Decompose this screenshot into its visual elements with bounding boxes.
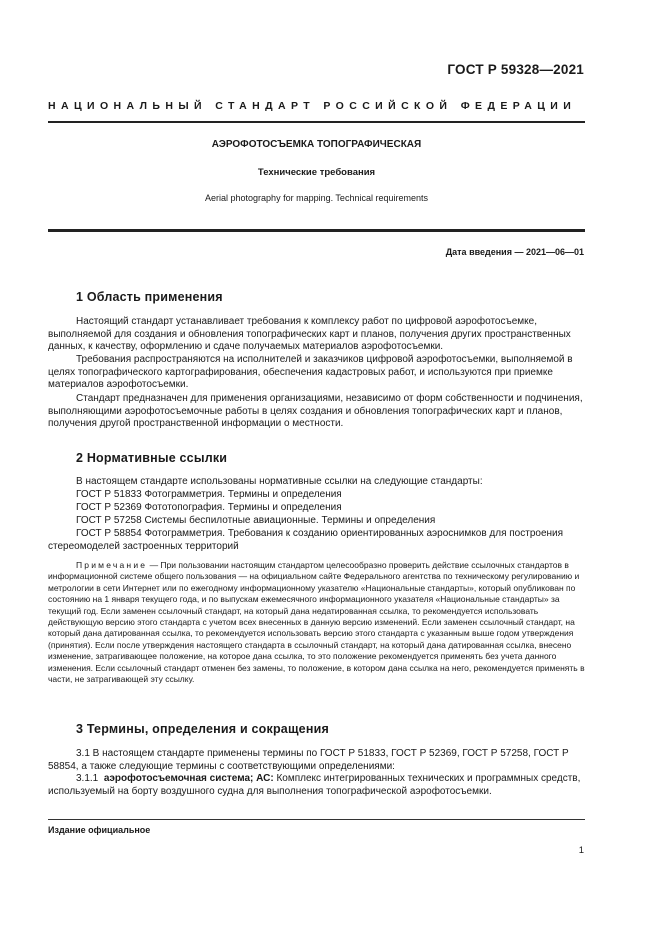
note-paragraph [48,560,585,685]
term-name: аэрофотосъемочная система; АС: [103,773,274,784]
introduction-date: Дата введения — 2021—06—01 [445,247,584,257]
english-title: Aerial photography for mapping. Technical requirements [205,193,428,203]
reference-list [76,489,585,527]
section-3-heading: 3 Термины, определения и сокращения [76,722,329,736]
edition-label: Издание официальное [48,825,151,835]
reference-item: ГОСТ Р 58854 Фотограмметрия. Требования к созданию ориентированных аэроснимков для построения стереомоделей застроенных территорий [48,528,564,552]
section-3-paragraph: 3.1 В настоящем стандарте применены термины по ГОСТ Р 51833, ГОСТ Р 52369, ГОСТ Р 57258, ГОСТ Р 58854, а также следующие термины с соответствующими определениями: [48,748,569,772]
section-1-paragraph: Стандарт предназначен для применения организациями, независимо от форм собственности и подчинения, выполняющими аэрофотосъемочные работы в целях создания и обновления топографических карт и планов, получения другой пространственной информации о местности. [48,393,583,429]
section-2-intro: В настоящем стандарте использованы нормативные ссылки на следующие стандарты: [76,476,483,487]
footer-rule [48,819,585,820]
section-2-heading: 2 Нормативные ссылки [76,451,228,465]
header-rule [48,121,585,123]
term-definition-text: Комплекс интегрированных технических и программных средств, используемый на борту воздушного судна для выполнения топографической аэрофотосъемки. [48,773,581,797]
note-text: — При пользовании настоящим стандартом целесообразно проверить действие ссылочных стандартов в информационной системе общего пользования — на официальном сайте Федерального агентства по техническому регулированию и метрологии в сети Интернет или по ежегодному информационному указателю «Национальные стандарты», который опубликован по состоянию на 1 января текущего года, и по выпускам ежемесячного информационного указателя «Национальные стандарты» за текущий год. Если заменен ссылочный стандарт, на который дана недатированная ссылка, то рекомендуется использовать действующую версию этого стандарта с учетом всех внесенных в данную версию изменений. Если заменен ссылочный стандарт, на который дана датированная ссылка, то рекомендуется использовать версию этого стандарта с указанным выше годом утверждения (принятия). Если после утверждения настоящего стандарта в ссылочный стандарт, на который дана датированная ссылка, внесено изменение, затрагивающее положение, на которое дана ссылка, то это положение рекомендуется применять без учета данного изменения. Если ссылочный стандарт отменен без замены, то положение, в котором дана ссылка на него, рекомендуется применять в части, не затрагивающей эту ссылку. [48,560,585,685]
document-subtitle: Технические требования [257,167,376,178]
reference-item: ГОСТ Р 52369 Фототопография. Термины и определения [76,501,342,513]
document-title: АЭРОФОТОСЪЕМКА ТОПОГРАФИЧЕСКАЯ [211,139,422,150]
reference-item: ГОСТ Р 57258 Системы беспилотные авиационные. Термины и определения [76,514,436,526]
section-1-paragraph: Требования распространяются на исполнителей и заказчиков цифровой аэрофотосъемки, выполняемой в целях топографического картографирования, обеспечения кадастровых работ, и используются при приемке материалов аэрофотосъемки. [48,354,573,390]
document-number: ГОСТ Р 59328—2021 [447,62,584,77]
national-standard-banner: НАЦИОНАЛЬНЫЙ СТАНДАРТ РОССИЙСКОЙ ФЕДЕРАЦИИ [48,100,577,112]
section-1-paragraph: Настоящий стандарт устанавливает требования к комплексу работ по цифровой аэрофотосъемке, выполняемой для создания и обновления топографических карт и планов, получения других пространственных данных, к качеству, оформлению и сдаче получаемых материалов аэрофотосъемки. [48,316,571,352]
note-label: Примечание [76,560,148,570]
page-number: 1 [578,845,584,856]
term-number: 3.1.1 [76,773,99,784]
title-rule [48,229,585,232]
reference-item: ГОСТ Р 51833 Фотограмметрия. Термины и определения [76,489,342,500]
term-definition [48,773,585,798]
section-1-heading: 1 Область применения [76,290,223,304]
